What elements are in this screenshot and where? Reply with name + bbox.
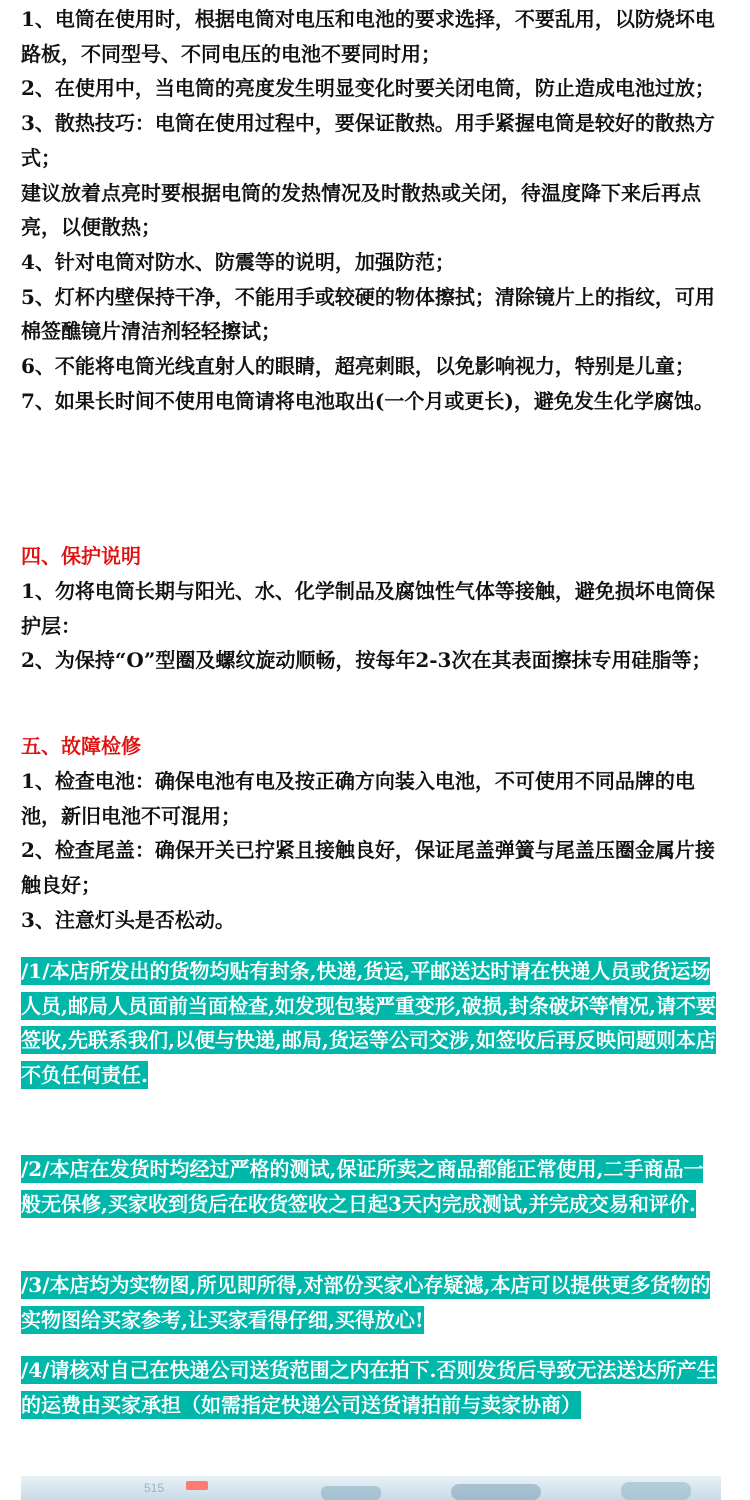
store-notice-2-text: /2/本店在发货时均经过严格的测试,保证所卖之商品都能正常使用,二手商品一般无保修,买家收到货后在收货签收之日起3天内完成测试,并完成交易和评价. [21, 1157, 704, 1216]
troubleshooting-item-2: 2、检查尾盖：确保开关已拧紧且接触良好，保证尾盖弹簧与尾盖压圈金属片接触良好； [21, 838, 715, 898]
usage-note-3-advice: 建议放着点亮时要根据电筒的发热情况及时散热或关闭，待温度降下来后再点亮，以便散热； [21, 180, 701, 240]
usage-note-5: 5、灯杯内壁保持干净，不能用手或较硬的物体擦拭；清除镜片上的指纹，可用棉签醮镜片清洁剂轻轻擦试； [21, 284, 715, 344]
usage-note-1: 1、电筒在使用时，根据电筒对电压和电池的要求选择，不要乱用，以防烧坏电路板，不同型号、不同电压的电池不要同时用； [21, 7, 715, 66]
protection-list [21, 574, 721, 678]
store-notice-4 [21, 1353, 721, 1422]
banner-shape [321, 1486, 381, 1500]
protection-heading: 四、保护说明 [21, 544, 141, 568]
store-notice-2 [21, 1152, 721, 1221]
protection-item-1: 1、勿将电筒长期与阳光、水、化学制品及腐蚀性气体等接触，避免损坏电筒保护层： [21, 579, 715, 638]
usage-note-3: 3、散热技巧：电筒在使用过程中，要保证散热。用手紧握电筒是较好的散热方式； [21, 111, 715, 170]
usage-note-7: 7、如果长时间不使用电筒请将电池取出(一个月或更长)，避免发生化学腐蚀。 [21, 388, 714, 413]
banner-shape [451, 1484, 541, 1500]
store-notice-3 [21, 1268, 721, 1337]
banner-text: 515 [144, 1481, 165, 1495]
store-notice-1 [21, 954, 721, 1092]
usage-note-2: 2、在使用中，当电筒的亮度发生明显变化时要关闭电筒，防止造成电池过放； [21, 76, 715, 101]
troubleshooting-item-3: 3、注意灯头是否松动。 [21, 907, 235, 932]
usage-note-4: 4、针对电筒对防水、防震等的说明，加强防范； [21, 249, 455, 274]
banner-image [21, 1476, 721, 1500]
store-notice-4-text: /4/请核对自己在快递公司送货范围之内在拍下.否则发货后导致无法送达所产生的运费由买家承担（如需指定快递公司送货请拍前与卖家协商） [21, 1358, 717, 1417]
usage-notes [21, 2, 721, 418]
troubleshooting-heading: 五、故障检修 [21, 734, 141, 758]
store-notice-1-text: /1/本店所发出的货物均贴有封条,快递,货运,平邮送达时请在快递人员或货运场人员,邮局人员面前当面检查,如发现包装严重变形,破损,封条破坏等情况,请不要签收,先联系我们,以便与快递,邮局,货运等公司交涉,如签收后再反映问题则本店不负任何责任. [21, 959, 716, 1087]
banner-shape [621, 1482, 691, 1500]
protection-item-2: 2、为保持“O”型圈及螺纹旋动顺畅，按每年2-3次在其表面擦抹专用硅脂等； [21, 648, 712, 673]
troubleshooting-item-1: 1、检查电池：确保电池有电及按正确方向装入电池，不可使用不同品牌的电池，新旧电池不可混用； [21, 769, 695, 828]
store-notice-3-text: /3/本店均为实物图,所见即所得,对部份买家心存疑滤,本店可以提供更多货物的实物图给买家参考,让买家看得仔细,买得放心! [21, 1273, 711, 1332]
banner-red-mark [186, 1481, 208, 1490]
usage-note-6: 6、不能将电筒光线直射人的眼睛，超亮刺眼，以免影响视力，特别是儿童； [21, 354, 695, 379]
troubleshooting-list [21, 764, 721, 938]
